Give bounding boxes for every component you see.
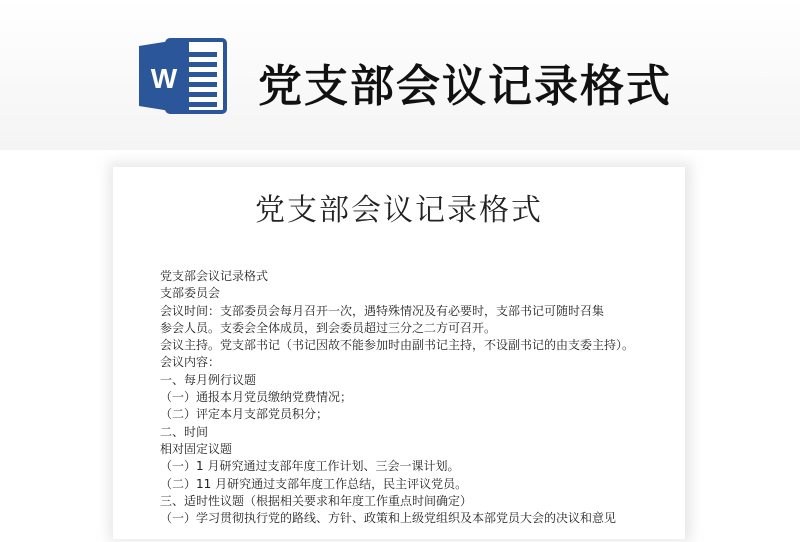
- document-line: 支部委员会: [160, 286, 221, 301]
- document-line: 党支部会议记录格式: [160, 269, 269, 283]
- document-line: 相对固定议题: [160, 441, 233, 456]
- document-body: [160, 268, 675, 527]
- document-line: 会议内容：: [160, 355, 221, 370]
- header-banner: [0, 0, 800, 150]
- page-title: 党支部会议记录格式: [258, 61, 672, 112]
- word-document-icon: [137, 38, 233, 114]
- word-icon-letter: W: [150, 63, 178, 94]
- document-page: [113, 167, 685, 539]
- document-line: （一）1 月研究通过支部年度工作计划、三会一课计划。: [160, 459, 460, 474]
- document-line: （二）11 月研究通过支部年度工作总结，民主评议党员。: [160, 476, 468, 491]
- document-line: 会议主持。党支部书记（书记因故不能参加时由副书记主持，不设副书记的由支委主持）。: [160, 338, 635, 353]
- document-line: 二、时间: [160, 424, 209, 439]
- document-line: 会议时间：支部委员会每月召开一次，遇特殊情况及有必要时，支部书记可随时召集: [160, 303, 605, 318]
- document-title: 党支部会议记录格式: [255, 193, 543, 228]
- document-line: 参会人员。支委会全体成员，到会委员超过三分之二方可召开。: [160, 320, 497, 335]
- document-line: （一）学习贯彻执行党的路线、方针、政策和上级党组织及本部党员大会的决议和意见: [160, 511, 617, 526]
- document-line: 三、适时性议题（根据相关要求和年度工作重点时间确定）: [160, 493, 473, 508]
- document-line: （二）评定本月支部党员积分；: [160, 407, 329, 422]
- document-line: 一、每月例行议题: [160, 372, 257, 387]
- document-line: （一）通报本月党员缴纳党费情况；: [160, 390, 353, 405]
